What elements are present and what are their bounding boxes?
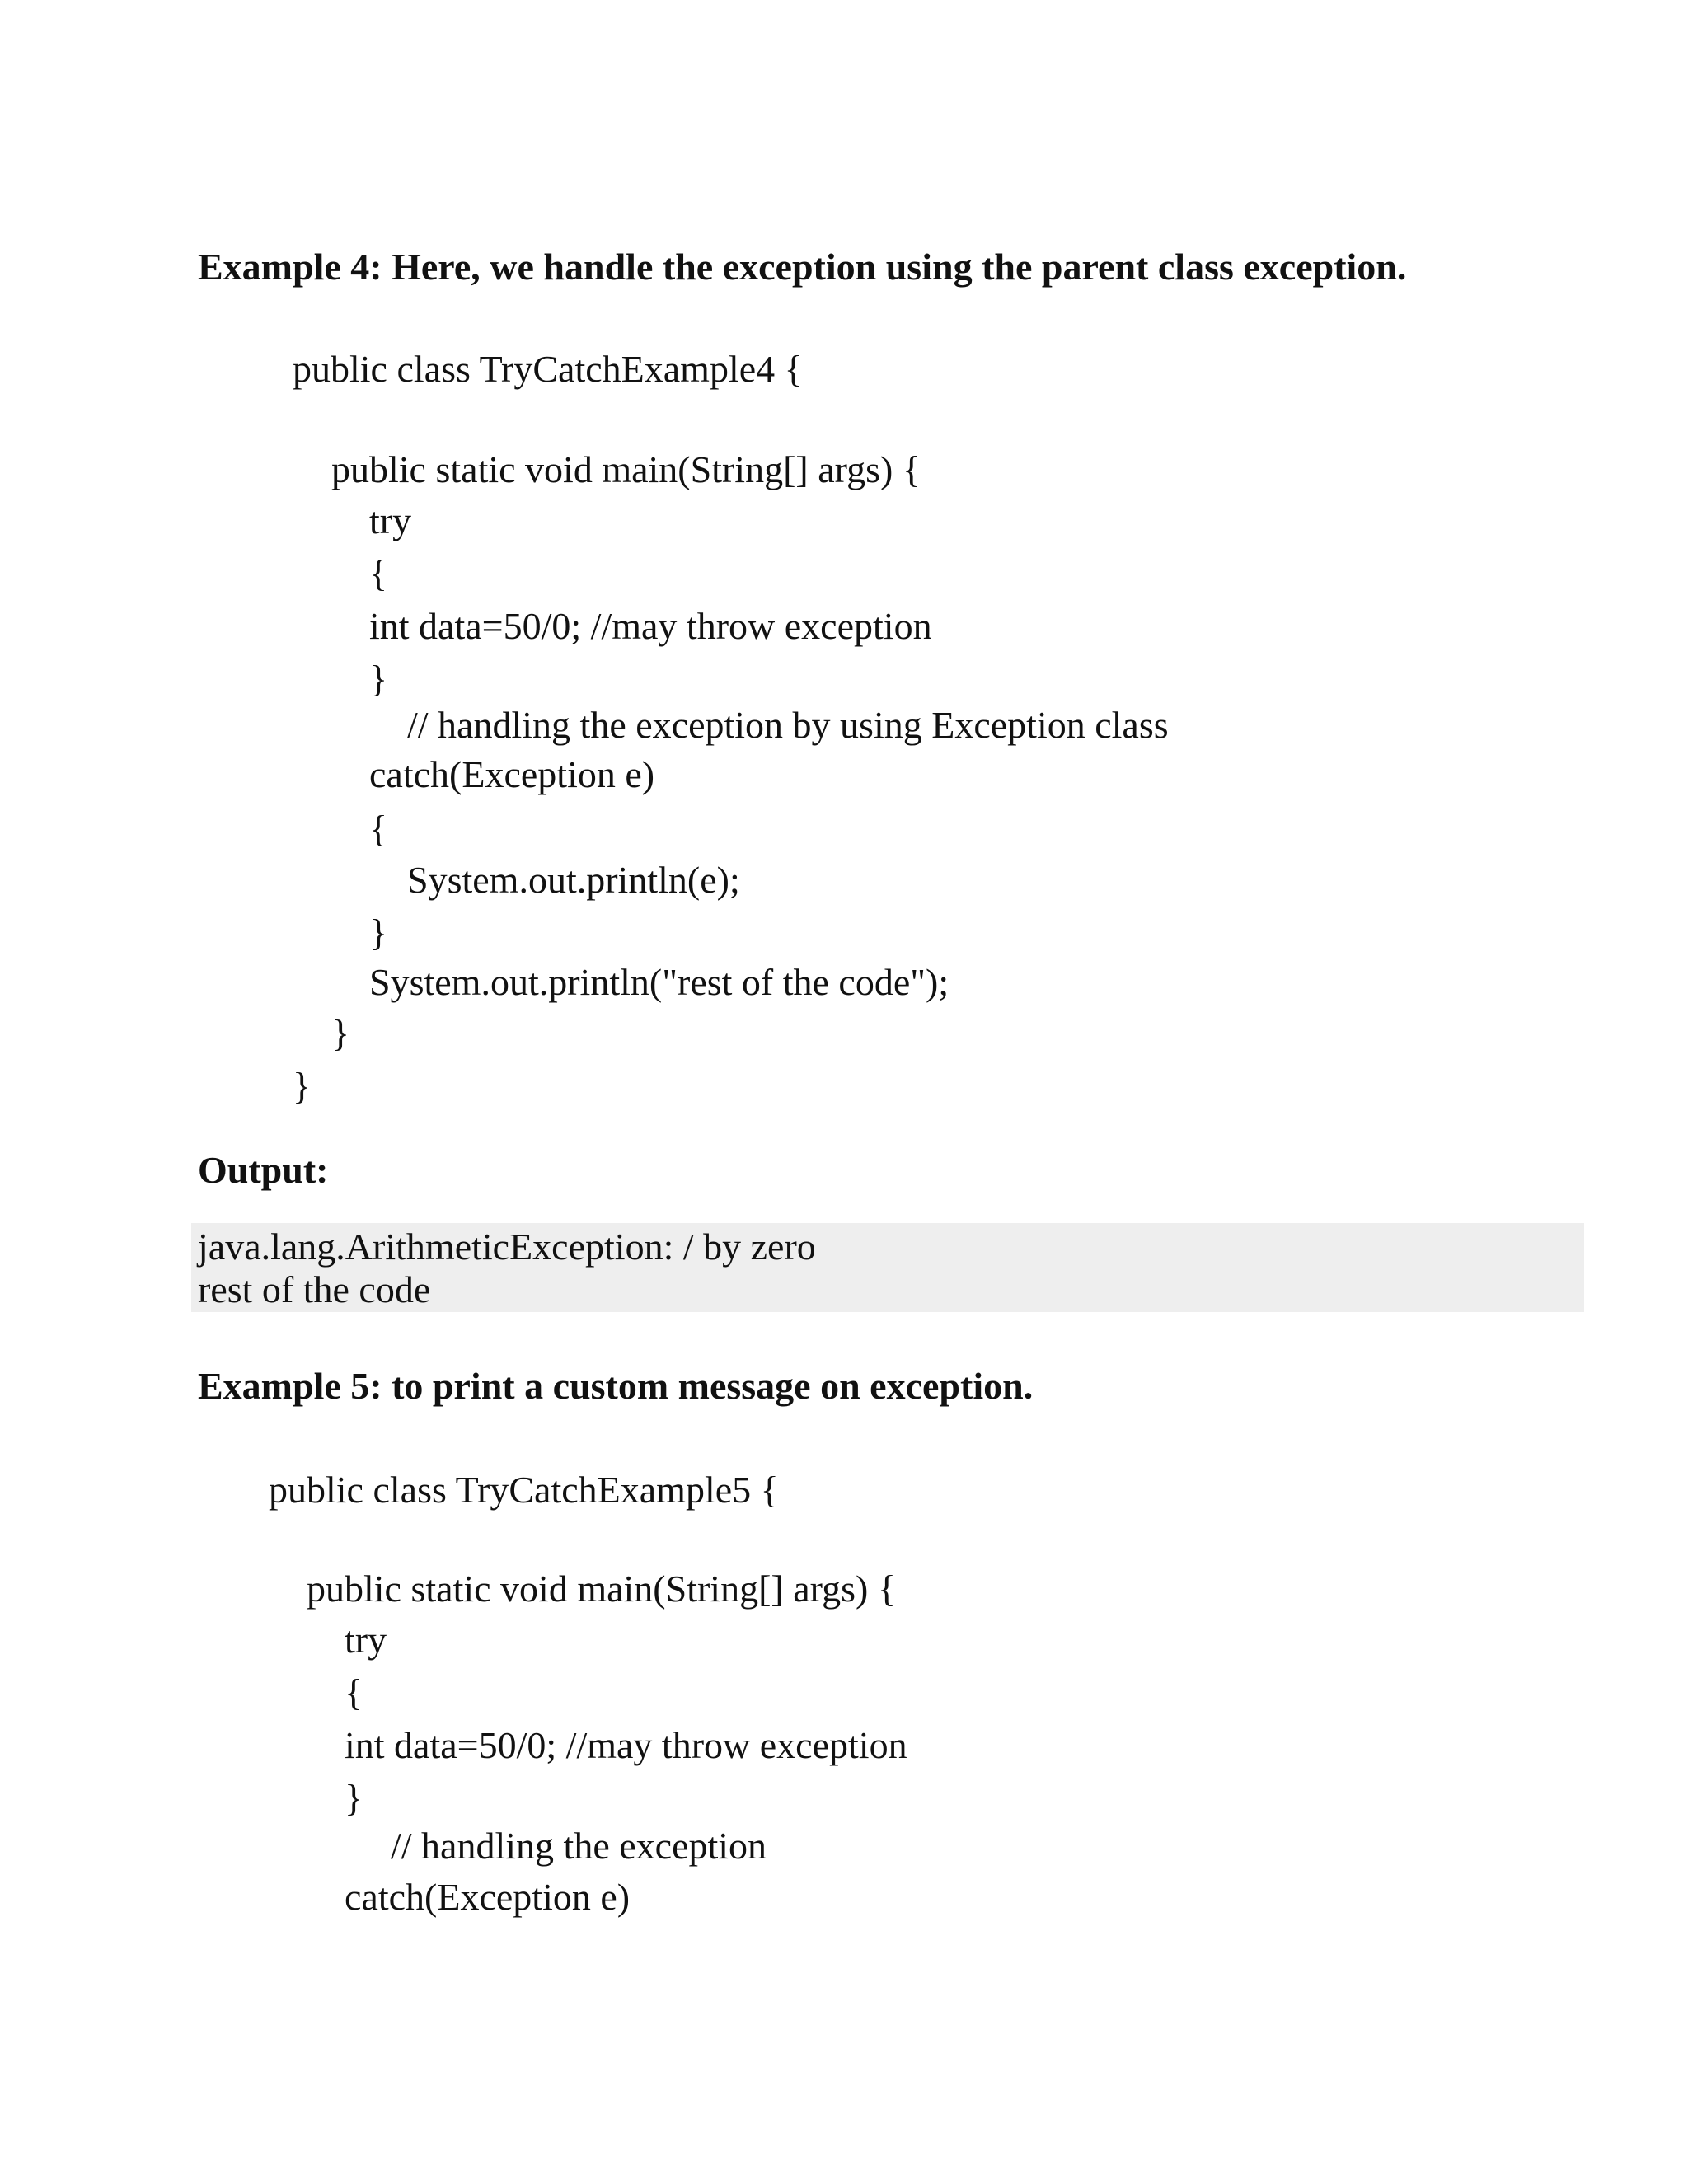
code-line: } <box>293 1065 312 1107</box>
code-line: // handling the exception <box>391 1825 767 1867</box>
example-4-heading: Example 4: Here, we handle the exception using the parent class exception. <box>198 246 1407 288</box>
code-line: } <box>369 658 388 700</box>
code-line: } <box>345 1777 363 1819</box>
code-line: } <box>369 912 388 954</box>
output-line: java.lang.ArithmeticException: / by zero <box>198 1226 816 1268</box>
code-line: public static void main(String[] args) { <box>307 1568 896 1610</box>
code-line: public class TryCatchExample5 { <box>269 1469 779 1511</box>
code-line: { <box>345 1671 363 1713</box>
code-line: int data=50/0; //may throw exception <box>369 605 932 647</box>
code-line: catch(Exception e) <box>369 753 655 795</box>
code-line: try <box>345 1619 387 1661</box>
output-box <box>191 1223 1584 1312</box>
code-line: { <box>369 808 388 850</box>
code-line: public class TryCatchExample4 { <box>293 348 803 390</box>
output-line: rest of the code <box>198 1268 431 1310</box>
example-5-heading: Example 5: to print a custom message on exception. <box>198 1365 1034 1407</box>
code-line: // handling the exception by using Exception class <box>407 704 1169 746</box>
code-line: int data=50/0; //may throw exception <box>345 1724 907 1766</box>
output-heading: Output: <box>198 1149 329 1191</box>
code-line: System.out.println(e); <box>407 859 740 901</box>
code-line: public static void main(String[] args) { <box>331 448 921 490</box>
code-line: { <box>369 552 388 594</box>
code-line: try <box>369 499 412 541</box>
code-line: catch(Exception e) <box>345 1876 631 1918</box>
code-line: System.out.println("rest of the code"); <box>369 961 950 1003</box>
code-line: } <box>331 1012 350 1054</box>
